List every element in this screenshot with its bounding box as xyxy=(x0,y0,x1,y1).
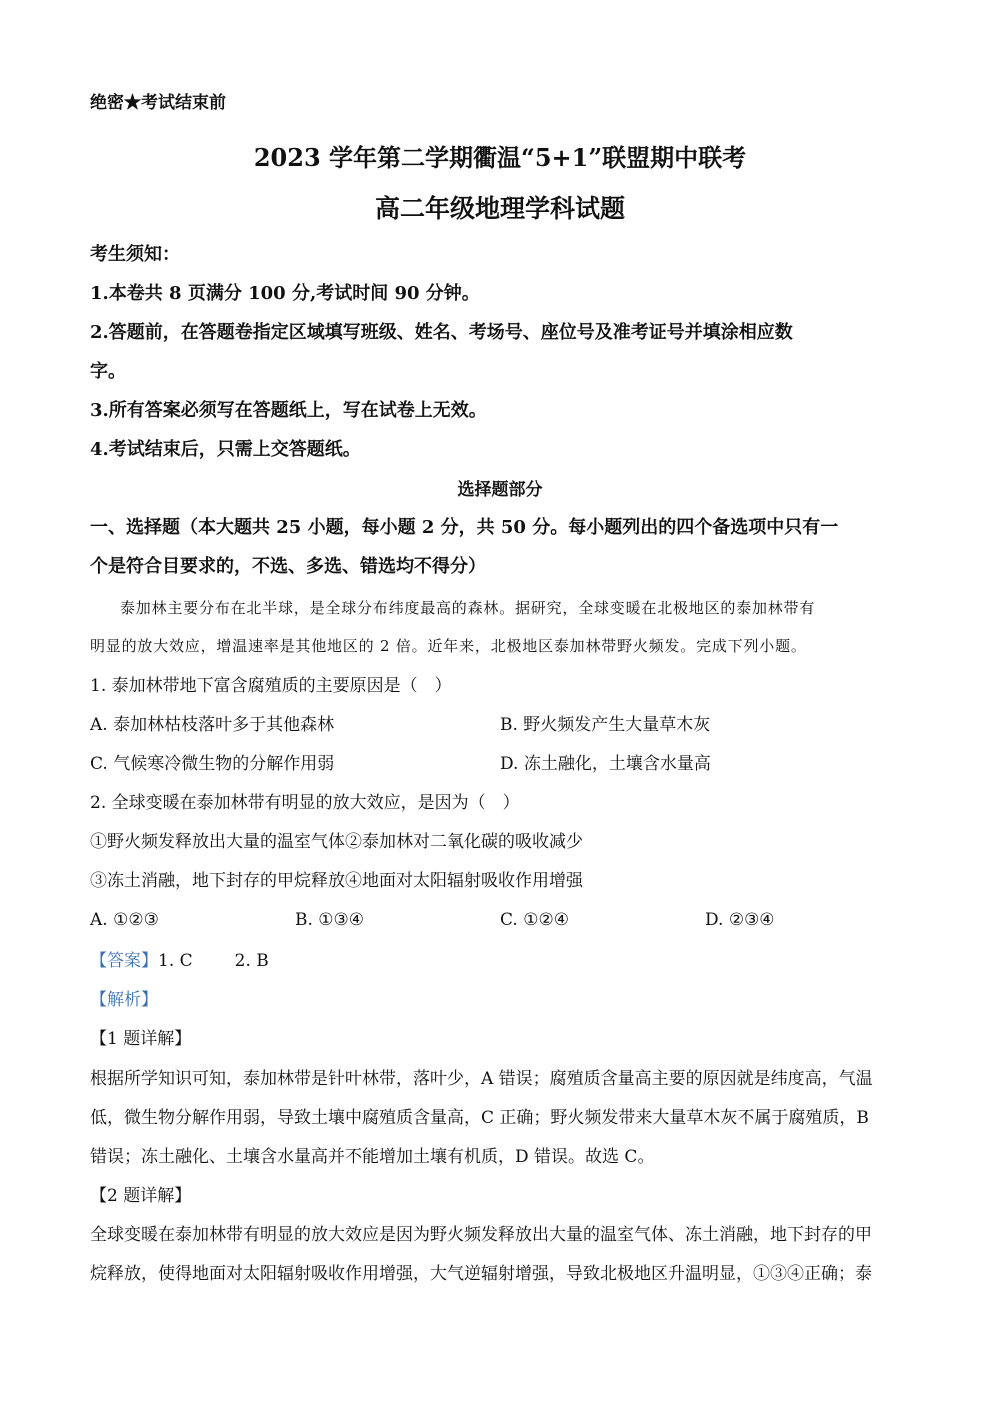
answer-row xyxy=(90,949,269,973)
notice-heading: 考生须知： xyxy=(90,244,180,265)
detail-2-heading: 【2 题详解】 xyxy=(90,1186,192,1206)
question-2-statements: ③冻土消融，地下封存的甲烷释放④地面对太阳辐射吸收作用增强 xyxy=(90,871,583,891)
detail-2-line: 烷释放，使得地面对太阳辐射吸收作用增强，大气逆辐射增强，导致北极地区升温明显，①③④正确；泰 xyxy=(90,1264,872,1284)
detail-1-line: 低，微生物分解作用弱，导致土壤中腐殖质含量高，C 正确；野火频发带来大量草木灰不属于腐殖质，B xyxy=(90,1108,869,1128)
confidential-mark: 绝密★考试结束前 xyxy=(90,93,226,113)
detail-1-line: 错误；冻土融化、土壤含水量高并不能增加土壤有机质，D 错误。故选 C。 xyxy=(90,1147,655,1167)
question-1-option-c: C. 气候寒冷微生物的分解作用弱 xyxy=(90,754,335,774)
question-1-option-d: D. 冻土融化，土壤含水量高 xyxy=(500,754,711,774)
question-1-option-b: B. 野火频发产生大量草木灰 xyxy=(500,715,711,735)
question-2-option-a: A. ①②③ xyxy=(90,910,159,930)
question-2-statements: ①野火频发释放出大量的温室气体②泰加林对二氧化碳的吸收减少 xyxy=(90,832,583,852)
answer-1: 1. C xyxy=(158,951,193,971)
notice-item: 字。 xyxy=(90,361,126,382)
question-1-option-a: A. 泰加林枯枝落叶多于其他森林 xyxy=(90,715,335,735)
exam-title: 2023 学年第二学期衢温“5+1”联盟期中联考 xyxy=(253,143,747,172)
detail-1-heading: 【1 题详解】 xyxy=(90,1029,192,1049)
notice-item: 1.本卷共 8 页满分 100 分,考试时间 90 分钟。 xyxy=(90,283,480,304)
passage-line: 泰加林主要分布在北半球，是全球分布纬度最高的森林。据研究，全球变暖在北极地区的泰加林带有 xyxy=(120,599,816,617)
notice-item: 4.考试结束后，只需上交答题纸。 xyxy=(90,439,361,460)
question-2-option-d: D. ②③④ xyxy=(705,910,775,930)
section-title: 选择题部分 xyxy=(457,480,543,500)
notice-item: 3.所有答案必须写在答题纸上，写在试卷上无效。 xyxy=(90,400,487,421)
notice-item: 2.答题前，在答题卷指定区域填写班级、姓名、考场号、座位号及准考证号并填涂相应数 xyxy=(90,322,793,343)
detail-1-line: 根据所学知识可知，泰加林带是针叶林带，落叶少，A 错误；腐殖质含量高主要的原因就是纬度高，气温 xyxy=(90,1069,873,1089)
passage-line: 明显的放大效应，增温速率是其他地区的 2 倍。近年来，北极地区泰加林带野火频发。完成下列小题。 xyxy=(90,637,807,655)
detail-2-line: 全球变暖在泰加林带有明显的放大效应是因为野火频发释放出大量的温室气体、冻土消融，地下封存的甲 xyxy=(90,1225,872,1245)
section-instruction: 个是符合目要求的，不选、多选、错选均不得分） xyxy=(90,556,486,577)
question-2-option-c: C. ①②④ xyxy=(500,910,569,930)
answer-2: 2. B xyxy=(234,951,269,971)
section-instruction: 一、选择题（本大题共 25 小题，每小题 2 分，共 50 分。每小题列出的四个备选项中只有一 xyxy=(90,517,839,538)
exam-subtitle: 高二年级地理学科试题 xyxy=(374,194,625,223)
analysis-label: 【解析】 xyxy=(90,990,158,1010)
answer-label: 【答案】 xyxy=(90,951,158,971)
question-2-stem: 2. 全球变暖在泰加林带有明显的放大效应，是因为（ ） xyxy=(90,793,520,813)
question-2-option-b: B. ①③④ xyxy=(295,910,365,930)
question-1-stem: 1. 泰加林带地下富含腐殖质的主要原因是（ ） xyxy=(90,676,452,696)
